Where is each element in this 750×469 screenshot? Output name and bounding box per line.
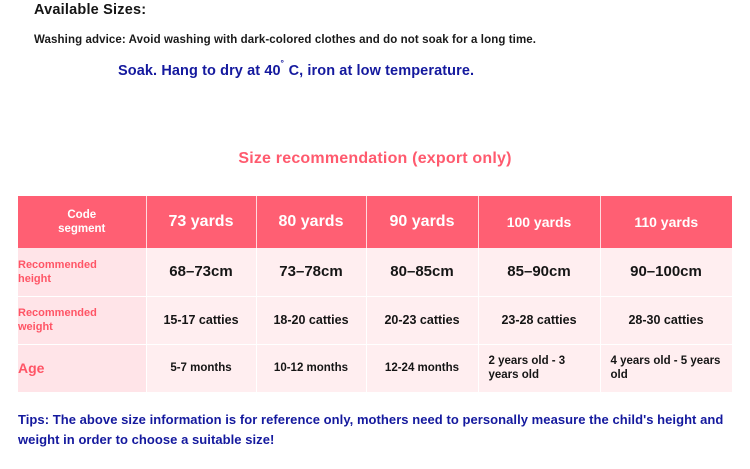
- cell-weight-80: 18-20 catties: [256, 296, 366, 344]
- header-size-90: 90 yards: [366, 196, 478, 248]
- soak-instruction-text: [118, 60, 474, 79]
- soak-instruction-post: C, iron at low temperature.: [288, 62, 475, 79]
- table-row: [18, 248, 732, 296]
- header-code-segment: [18, 196, 146, 248]
- degree-symbol: ˚: [280, 60, 285, 72]
- washing-advice-text: Washing advice: Avoid washing with dark-colored clothes and do not soak for a long time.: [34, 34, 537, 46]
- table-row: [18, 344, 732, 392]
- header-size-73: 73 yards: [146, 196, 256, 248]
- header-size-110: 110 yards: [600, 196, 732, 248]
- cell-height-110: 90–100cm: [600, 248, 732, 296]
- cell-height-100: 85–90cm: [478, 248, 600, 296]
- cell-age-110: 4 years old - 5 years old: [600, 344, 732, 392]
- row-label-weight: [18, 296, 146, 344]
- row-label-height-line1: Recommended: [18, 258, 97, 271]
- cell-height-73: 68–73cm: [146, 248, 256, 296]
- header-size-100: 100 yards: [478, 196, 600, 248]
- cell-age-100: 2 years old - 3 years old: [478, 344, 600, 392]
- cell-age-80: 10-12 months: [256, 344, 366, 392]
- page-title: Available Sizes:: [34, 2, 147, 18]
- header-code-segment-line2: segment: [58, 223, 106, 235]
- header-code-segment-line1: Code: [67, 209, 97, 221]
- cell-height-80: 73–78cm: [256, 248, 366, 296]
- row-label-weight-line2: weight: [18, 321, 53, 333]
- cell-weight-110: 28-30 catties: [600, 296, 732, 344]
- row-label-weight-line1: Recommended: [18, 307, 97, 319]
- row-label-age: Age: [18, 344, 146, 392]
- soak-instruction-pre: Soak. Hang to dry at 40: [118, 62, 281, 79]
- table-header-row: [18, 196, 732, 248]
- size-table-container: [18, 196, 732, 393]
- table-row: [18, 296, 732, 344]
- cell-weight-73: 15-17 catties: [146, 296, 256, 344]
- cell-weight-90: 20-23 catties: [366, 296, 478, 344]
- row-label-height: [18, 248, 146, 296]
- row-label-height-line2: height: [18, 272, 51, 285]
- size-recommendation-title: Size recommendation (export only): [238, 150, 512, 167]
- size-table: [18, 196, 733, 393]
- cell-age-73: 5-7 months: [146, 344, 256, 392]
- cell-height-90: 80–85cm: [366, 248, 478, 296]
- tips-text: Tips: The above size information is for reference only, mothers need to personally measure the child's height and weight in order to choose a suitable size!: [18, 412, 724, 447]
- header-size-80: 80 yards: [256, 196, 366, 248]
- cell-age-90: 12-24 months: [366, 344, 478, 392]
- cell-weight-100: 23-28 catties: [478, 296, 600, 344]
